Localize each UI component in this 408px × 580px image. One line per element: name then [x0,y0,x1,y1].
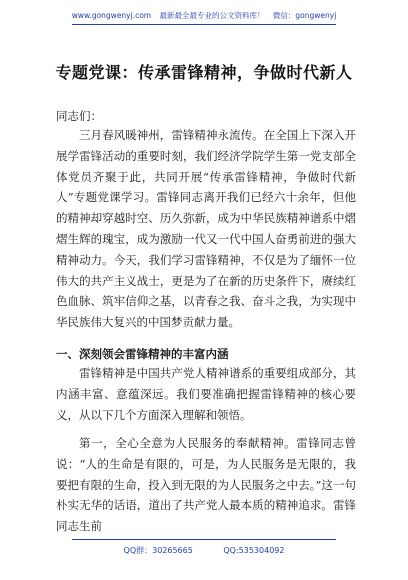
paragraph-intro-text: 三月春风暖神州，雷锋精神永流传。在全国上下深入开展学雷锋活动的重要时刻，我们经济学院学生第一党支部全体党员齐聚于此，共同开展“传承雷锋精神，争做时代新人”专题党课学习。雷锋同志离开我们已经六十余年，但他的精神却穿越时空、历久弥新，成为中华民族精神谱系中熠熠生辉的瑰宝，成为激励一代又一代中国人奋勇前进的强大精神动力。今天，我们学习雷锋精神，不仅是为了缅怀一位伟大的共产主义战士，更是为了在新的历史条件下，赓续红色血脉、筑牢信仰之基，以青春之我、奋斗之我，为实现中华民族伟大复兴的中国梦贡献力量。 [56,128,356,330]
salutation: 同志们： [56,109,102,123]
header-divider [72,24,336,25]
paragraph-point-1 [56,433,356,537]
footer-divider [72,539,336,540]
footer-qq: QQ:535304092 [223,546,285,555]
header-wechat-text: 微信：gongwenyj [272,11,337,20]
paragraph-section1-intro [56,363,356,425]
page-header [0,10,408,21]
page-footer [0,545,408,556]
paragraph-point-1-text: 第一，全心全意为人民服务的奉献精神。雷锋同志曾说：“人的生命是有限的，可是，为人民服务是无限的，我要把有限的生命，投入到无限的为人民服务之中去。”这一句朴实无华的话语，道出了共产党人最本质的精神追求。雷锋同志生前 [56,436,356,534]
document-title: 专题党课：传承雷锋精神，争做时代新人 [55,63,353,82]
footer-qq-group: QQ群：30265665 [123,546,193,555]
header-site-link[interactable]: www.gongwenyj.com [71,11,152,20]
header-promo-text: 最新最全最专业的公文资料库！ [159,11,265,20]
section-heading-1: 一、深刻领会雷锋精神的丰富内涵 [56,347,229,361]
paragraph-section1-intro-text: 雷锋精神是中国共产党人精神谱系的重要组成部分，其内涵丰富、意蕴深远。我们要准确把握雷锋精神的核心要义，从以下几个方面深入理解和领悟。 [56,366,356,422]
paragraph-intro [56,125,356,333]
